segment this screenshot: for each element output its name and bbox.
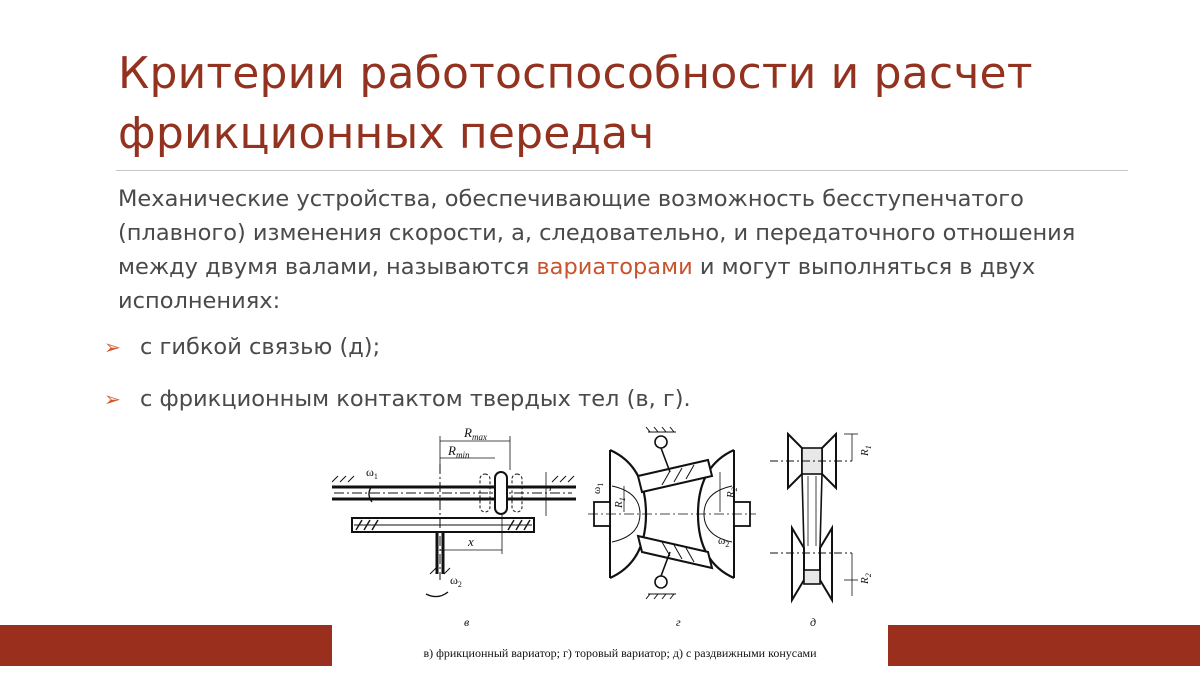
title-line-1: Критерии работоспособности и расчет — [118, 48, 1033, 99]
arrow-bullet-icon: ➢ — [104, 335, 121, 359]
x-label: x — [468, 534, 474, 549]
arrow-bullet-icon: ➢ — [104, 387, 121, 411]
r1-d-label: $R_1$ — [859, 445, 873, 456]
r2-g-label: $R_2$ — [725, 487, 739, 498]
panel-d-drawing — [770, 434, 858, 600]
bullet-item-flexible — [104, 329, 691, 365]
slide-title — [118, 44, 1118, 164]
variator-diagram — [332, 424, 878, 668]
panel-v-label: в — [464, 615, 470, 629]
figure-caption: в) фрикционный вариатор; г) торовый вариатор; д) с раздвижными конусами — [423, 646, 817, 660]
panel-g-label: г — [676, 615, 681, 629]
r-min-label: $R_{min}$ — [448, 443, 470, 460]
panel-d-label: д — [810, 615, 817, 629]
body-paragraph — [118, 182, 1118, 318]
bullet-text: с гибкой связью (д); — [140, 334, 381, 360]
body-text-after: и могут выполняться в двух исполнениях: — [118, 254, 1036, 314]
r-label: r — [549, 480, 554, 494]
bullet-text: с фрикционным контактом твердых тел (в, г). — [140, 386, 691, 412]
omega-1-g-label: $\omega_1$ — [591, 482, 605, 494]
title-divider — [116, 170, 1128, 171]
omega-2-label: $\omega_2$ — [450, 573, 462, 589]
bullet-item-friction — [104, 381, 691, 417]
variator-figure — [332, 424, 878, 668]
r1-g-label: $R_1$ — [613, 497, 627, 508]
omega-2-g-label: $\omega_2$ — [718, 535, 730, 549]
r2-d-label: $R_2$ — [859, 573, 873, 584]
bullet-list — [104, 329, 691, 433]
title-line-2: фрикционных передач — [118, 108, 655, 159]
footer-band-right — [888, 625, 1200, 666]
body-text-before: Механические устройства, обеспечивающие возможность бесступенчатого (плавного) изменения скорости, а, следовательно, и передаточного отношения между двумя валами, называются — [118, 186, 1076, 280]
footer-band-left — [0, 625, 355, 666]
variator-term: вариаторами — [536, 254, 693, 280]
panel-g-drawing — [588, 427, 756, 599]
omega-1-label: $\omega_1$ — [366, 465, 378, 481]
r-max-label: $R_{max}$ — [464, 425, 487, 442]
